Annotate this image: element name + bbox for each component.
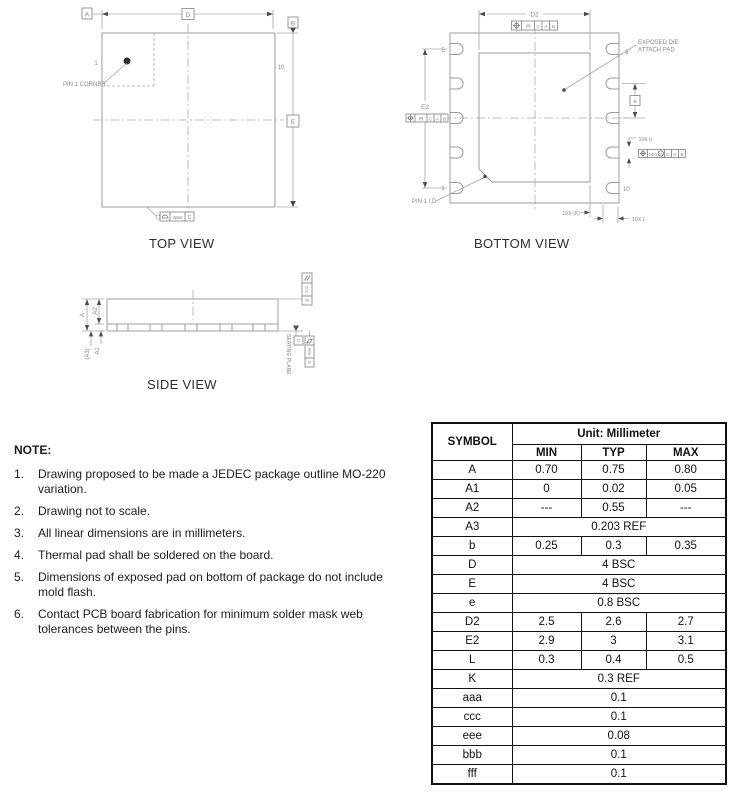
exposed-pad-label-line2: ATTACH PAD <box>638 47 675 54</box>
table-row: aaa 0.1 <box>432 689 726 708</box>
table-row: D 4 BSC <box>432 556 726 575</box>
note-number: 1. <box>14 467 25 481</box>
dimension-a <box>80 299 104 331</box>
pin10-label: 10 <box>623 187 630 193</box>
dim-e-pitch-label: e <box>633 99 637 105</box>
top-view-title: TOP VIEW <box>149 236 215 251</box>
fcf-aaa <box>147 207 194 221</box>
dim-a3-label: (A3) <box>85 348 91 360</box>
pin-count-label: 10 <box>277 65 285 71</box>
fcf-e2-datum1: C <box>428 117 433 123</box>
side-view-title: SIDE VIEW <box>147 377 217 392</box>
note-number: 6. <box>14 607 25 621</box>
fcf-b-datum3: B <box>680 152 684 158</box>
pin1-id-callout <box>412 175 487 205</box>
typ-header: TYP <box>581 445 646 461</box>
table-row: D2 2.5 2.6 2.7 <box>432 613 726 632</box>
dimension-d <box>82 8 273 29</box>
table-row: eee 0.08 <box>432 727 726 746</box>
note-text: Drawing proposed to be made a JEDEC package outline MO-220 variation. <box>38 467 386 496</box>
table-row: E 4 BSC <box>432 575 726 594</box>
fcf-d2-datum3: B <box>551 24 556 30</box>
table-row: bbb 0.1 <box>432 746 726 765</box>
pin6-label: 6 <box>625 50 629 56</box>
fcf-d2-datum2: A <box>544 24 548 30</box>
table-row: L 0.3 0.4 0.5 <box>432 651 726 670</box>
seating-plane-group <box>278 326 314 376</box>
dimensions-table <box>431 422 727 785</box>
max-header: MAX <box>646 445 726 461</box>
leader-dot-icon <box>483 175 487 179</box>
fcf-d2-tolerance: fff <box>526 24 530 30</box>
note-item <box>14 548 422 563</box>
fcf-eee-tolerance: eee <box>305 347 311 356</box>
dimension-a1-a3 <box>85 331 103 360</box>
table-row: b 0.25 0.3 0.35 <box>432 537 726 556</box>
datum-a-label: A <box>84 11 90 19</box>
leader-dot-icon <box>562 88 566 92</box>
notes-section <box>14 443 422 637</box>
table-row: A1 0 0.02 0.05 <box>432 480 726 499</box>
pin1-corner-label: PIN 1 CORNER <box>63 82 106 88</box>
notes-heading: NOTE: <box>14 443 52 457</box>
fcf-ccc <box>278 273 312 305</box>
fcf-b-datum2: A <box>673 152 677 158</box>
fcf-d2-datum1: C <box>536 24 540 30</box>
datum-b-label: B <box>290 20 296 28</box>
dimension-l <box>594 207 646 223</box>
dim-d2-label: D2 <box>530 11 539 19</box>
note-text: Dimensions of exposed pad on bottom of package do not include mold flash. <box>38 570 383 599</box>
top-view-package-outline <box>93 24 284 216</box>
dimension-e-pitch <box>622 84 645 119</box>
bottom-view-drawing <box>395 5 727 233</box>
symbol-header: SYMBOL <box>432 423 512 461</box>
unit-header: Unit: Millimeter <box>512 423 726 445</box>
dimension-k <box>562 185 603 223</box>
table-row: ccc 0.1 <box>432 708 726 727</box>
table-row: A 0.70 0.75 0.80 <box>432 461 726 480</box>
note-number: 4. <box>14 548 25 562</box>
note-item <box>14 570 422 600</box>
table-row: K 0.3 REF <box>432 670 726 689</box>
note-item <box>14 467 422 497</box>
fcf-b-tolerance: bbb <box>648 152 658 158</box>
datum-c-label: C <box>294 338 300 343</box>
dimension-d2 <box>479 10 590 50</box>
note-text: Drawing not to scale. <box>38 504 151 518</box>
fcf-aaa-tolerance: aaa <box>173 214 182 221</box>
pin1-number-label: 1 <box>94 61 98 67</box>
dim-e-label: E <box>290 119 296 126</box>
dimension-e2 <box>406 49 448 188</box>
note-item <box>14 504 422 519</box>
table-row: A2 --- 0.55 --- <box>432 499 726 518</box>
dim-d-label: D <box>185 12 191 19</box>
table-row: E2 2.9 3 3.1 <box>432 632 726 651</box>
bottom-view-title: BOTTOM VIEW <box>474 236 570 251</box>
fcf-eee-datum: C <box>305 360 311 365</box>
dim-l-label: 10X L <box>632 217 646 223</box>
note-text: Contact PCB board fabrication for minimum solder mask web tolerances between the pins. <box>38 607 363 636</box>
exposed-pad-outline <box>479 53 590 182</box>
dim-a1-label: A1 <box>95 347 101 355</box>
note-item <box>14 526 422 541</box>
dim-k-label: 10X (K) <box>562 211 580 217</box>
note-number: 2. <box>14 504 25 518</box>
table-row: fff 0.1 <box>432 765 726 785</box>
fcf-e2-tolerance: fff <box>419 117 423 123</box>
svg-text:M: M <box>659 152 663 157</box>
fcf-e2-datum3: B <box>442 117 447 123</box>
fcf-e2-datum2: A <box>435 117 440 123</box>
note-text: All linear dimensions are in millimeters. <box>38 526 246 540</box>
seating-plane-datum-icon <box>293 326 299 332</box>
bottom-view-package-outline <box>442 25 628 211</box>
seating-plane-label: SEATING PLANE <box>285 334 291 375</box>
dim-a2-label: A2 <box>93 307 99 315</box>
table-row: e 0.8 BSC <box>432 594 726 613</box>
dim-a-label: A <box>80 312 86 318</box>
pin1-id-label: PIN 1 I.D. <box>412 199 439 205</box>
note-number: 3. <box>14 526 25 540</box>
min-header: MIN <box>512 445 581 461</box>
pin-number-labels <box>441 48 630 193</box>
fcf-ccc-tolerance: ccc <box>303 285 309 294</box>
note-number: 5. <box>14 570 25 584</box>
dim-e2-label: E2 <box>421 104 429 111</box>
fcf-aaa-datum: C <box>187 214 192 221</box>
note-item <box>14 607 422 637</box>
fcf-b-datum1: C <box>666 152 670 158</box>
side-view-package-outline <box>96 290 278 331</box>
exposed-pad-label-line1: EXPOSED DIE <box>638 40 679 46</box>
dimension-b <box>627 137 686 168</box>
pin1-label: 1 <box>441 186 445 192</box>
dim-b-label: 10X b <box>638 137 653 143</box>
pin1-corner-callout <box>63 61 127 88</box>
note-text: Thermal pad shall be soldered on the board. <box>38 548 274 562</box>
pin5-label: 5 <box>441 48 445 54</box>
dimension-e <box>277 17 299 207</box>
fcf-ccc-datum: C <box>303 298 309 303</box>
top-view-drawing <box>55 5 317 233</box>
table-row: A3 0.203 REF <box>432 518 726 537</box>
exposed-pad-callout <box>562 40 678 92</box>
